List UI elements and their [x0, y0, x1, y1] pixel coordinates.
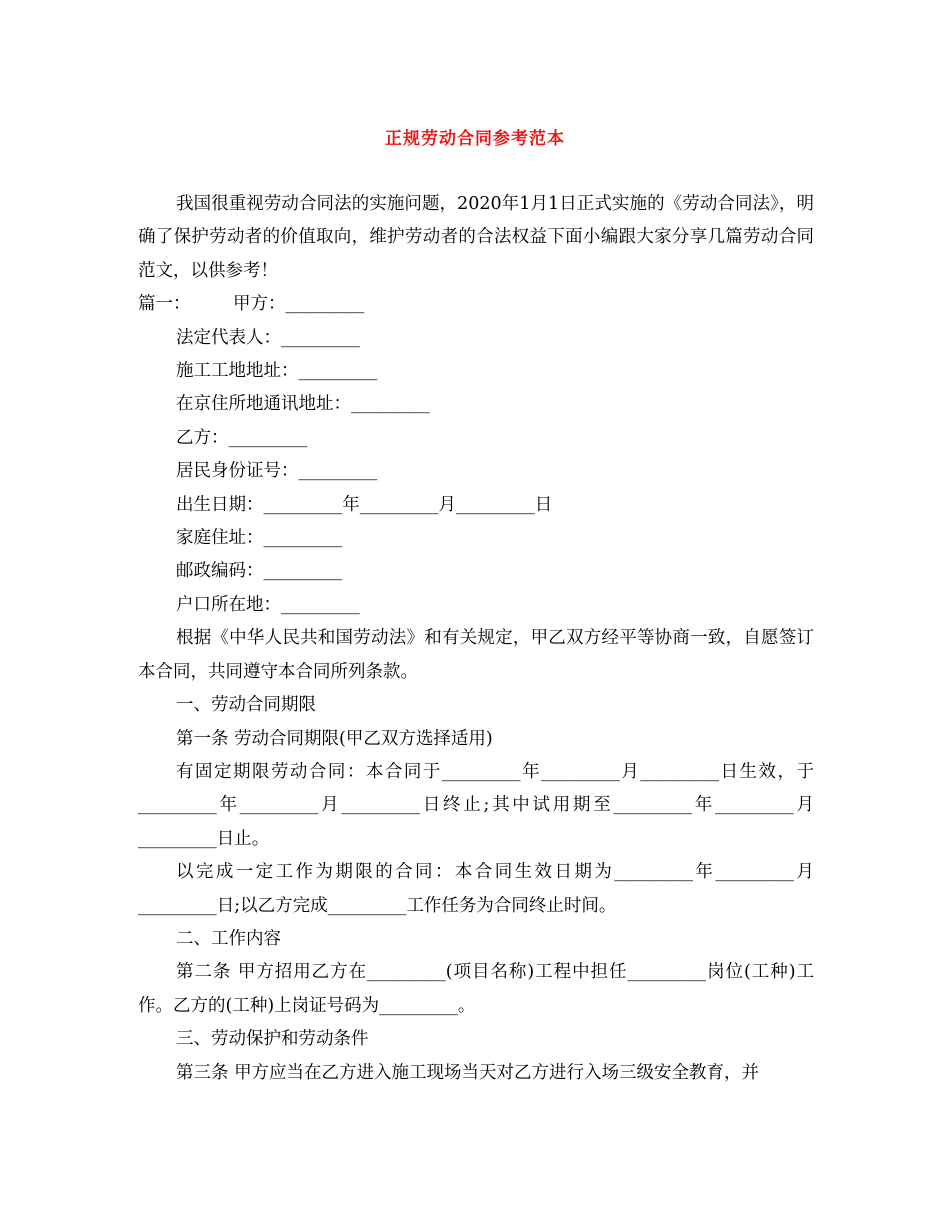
article-3: 第三条 甲方应当在乙方进入施工现场当天对乙方进行入场三级安全教育，并 [176, 1062, 760, 1083]
site-address-field: 施工工地地址：_________ [176, 361, 378, 382]
beijing-address-field: 在京住所地通讯地址：_________ [176, 394, 430, 415]
legal-rep-field: 法定代表人：_________ [176, 327, 360, 348]
party-a-line [138, 288, 814, 321]
hukou-field: 户口所在地：_________ [176, 594, 360, 615]
article-1: 第一条 劳动合同期限(甲乙双方选择适用) [176, 728, 493, 749]
postal-code-field: 邮政编码：_________ [176, 561, 343, 582]
home-address-field: 家庭住址：_________ [176, 528, 343, 549]
party-b-field: 乙方：_________ [176, 427, 308, 448]
article-2: 第二条 甲方招用乙方在_________(项目名称)工程中担任_________岗位(工种)工作。乙方的(工种)上岗证号码为_________。 [138, 962, 814, 1016]
task-term-paragraph: 以完成一定工作为期限的合同：本合同生效日期为_________年_________月_________日;以乙方完成_________工作任务为合同终止时间。 [138, 862, 814, 916]
section-heading-3: 三、劳动保护和劳动条件 [176, 1029, 369, 1050]
fixed-term-paragraph: 有固定期限劳动合同：本合同于_________年_________月_________日生效，于_________年_________月_________日终止;其中试用期至_________年_________月_________日止。 [138, 761, 814, 849]
basis-paragraph: 根据《中华人民共和国劳动法》和有关规定，甲乙双方经平等协商一致，自愿签订本合同，共同遵守本合同所列条款。 [138, 628, 814, 682]
document-title: 正规劳动合同参考范本 [385, 129, 565, 149]
birth-date-field: 出生日期：_________年_________月_________日 [176, 494, 553, 515]
document-body [138, 188, 814, 1090]
intro-paragraph: 我国很重视劳动合同法的实施问题，2020年1月1日正式实施的《劳动合同法》，明确了保护劳动者的价值取向，维护劳动者的合法权益下面小编跟大家分享几篇劳动合同范文，以供参考！ [138, 194, 814, 281]
section-heading-2: 二、工作内容 [176, 928, 281, 949]
party-a-field: 甲方：_________ [233, 294, 365, 315]
id-number-field: 居民身份证号：_________ [176, 461, 378, 482]
article-label: 篇一： [138, 294, 191, 315]
section-heading-1: 一、劳动合同期限 [176, 695, 316, 716]
